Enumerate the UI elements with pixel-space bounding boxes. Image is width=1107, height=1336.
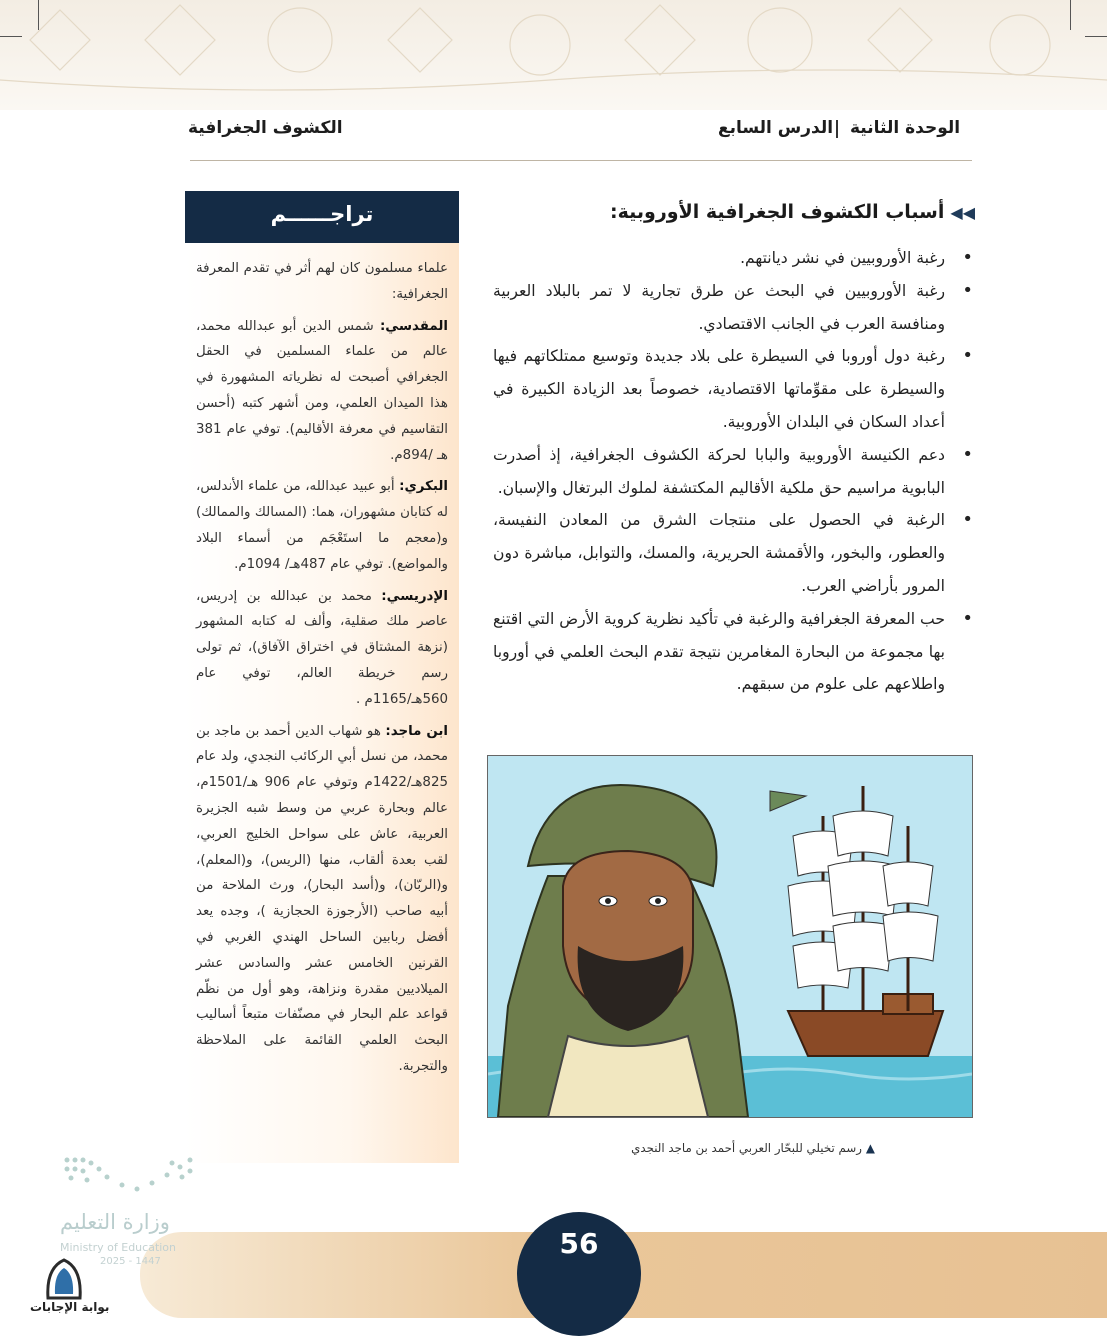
biography-text: شمس الدين أبو عبدالله محمد، عالم من علماء المسلمين في الحقل الجغرافي أصبحت له نظرياته المشهورة في هذا الميدان العلمي، ومن أشهر كتبه (أحسن التقاسيم في معرفة الأقاليم). توفي عام 381 هـ /894م. [196,318,448,463]
sidebar-title: تراجــــــم [185,191,459,243]
header-pattern [0,0,1107,110]
biography-name: ابن ماجد: [385,723,448,739]
lesson-header [718,118,961,138]
figure-caption [585,1141,875,1155]
list-item: • رغبة دول أوروبا في السيطرة على بلاد جديدة وتوسيع ممتلكاتهم فيها والسيطرة على مقوِّماتها الاقتصادية، خصوصاً بعد الزيادة الكبيرة في أعداد السكان في البلدان الأوروبية. [493,340,945,438]
biography-entry [196,584,448,713]
triangle-icon: ▲ [865,1141,875,1155]
ministry-name-ar: وزارة التعليم [60,1210,170,1234]
sidebar-text [196,256,448,1086]
biography-entry [196,474,448,577]
portal-label: بوابة الإجابات [30,1300,110,1314]
biography-entry [196,314,448,469]
list-item: • رغبة الأوروبيين في البحث عن طرق تجارية لا تمر بالبلاد العربية ومنافسة العرب في الجانب الاقتصادي. [493,275,945,341]
caption-text: رسم تخيلي للبحّار العربي أحمد بن ماجد النجدي [631,1141,862,1155]
biography-text: محمد بن عبدالله بن إدريس، عاصر ملك صقلية، وألف له كتابه المشهور (نزهة المشتاق في اختراق الآفاق)، ثم تولى رسم خريطة العالم، توفي عام 560هـ/1165م . [196,588,448,707]
section-title [560,201,975,223]
edition-year: 2025 - 1447 [100,1256,161,1267]
causes-list [493,242,945,701]
biography-text: أبو عبيد عبدالله، من علماء الأندلس، له كتابان مشهوران، هما: (المسالك والممالك) و(معجم ما استَعْجَم من أسماء البلاد والمواضع). توفي عام 487هـ/ 1094م. [196,479,448,572]
biography-name: المقدسي: [379,318,448,334]
ibn-majid-illustration [487,755,973,1118]
header-divider [836,120,838,138]
unit-label: الوحدة الثانية [850,118,961,138]
double-arrow-icon: ◀◀ [950,203,975,222]
biography-name: البكري: [399,479,448,495]
biography-name: الإدريسي: [381,588,448,604]
list-item: • حب المعرفة الجغرافية والرغبة في تأكيد نظرية كروية الأرض التي اقتنع بها مجموعة من البحارة المغامرين نتيجة تقدم البحث العلمي في أوروبا واطلاعهم على علوم من سبقهم. [493,603,945,701]
ministry-dots-logo-icon [62,1155,197,1197]
header-rule [190,160,972,161]
page-title: الكشوف الجغرافية [188,118,343,138]
list-item: • رغبة الأوروبيين في نشر ديانتهم. [493,242,945,275]
portal-logo-icon [44,1258,84,1300]
sidebar-intro: علماء مسلمون كان لهم أثر في تقدم المعرفة الجغرافية: [196,261,448,302]
biography-entry [196,719,448,1080]
ministry-name-en: Ministry of Education [60,1241,177,1254]
biography-text: هو شهاب الدين أحمد بن ماجد بن محمد، من نسل أبي الركائب النجدي، ولد عام 825هـ/1422م وتوفي عام 906 هـ/1501م، عالم وبحارة عربي من وسط شبه الجزيرة العربية، عاش على سواحل الخليج العربي، لقب بعدة ألقاب، منها (الريس)، و(المعلم)، و(الربّان)، و(أسد البحار)، ورث الملاحة من أبيه صاحب (الأرجوزة الحجازية )، وجده يعد أفضل ربابين الساحل الهندي الغربي في القرنين الخامس عشر والسادس عشر الميلاديين مقدرة ونزاهة، وهو أول من نظّم قواعد علم البحار في مصنّفات متبعاً أساليب البحث العلمي القائمة على الملاحظة والتجربة. [196,723,448,1074]
section-title-text: أسباب الكشوف الجغرافية الأوروبية: [610,201,945,223]
list-item: • الرغبة في الحصول على منتجات الشرق من المعادن النفيسة، والعطور، والبخور، والأقمشة الحريرية، والمسك، والتوابل، مباشرة دون المرور بأراضي العرب. [493,504,945,602]
list-item: • دعم الكنيسة الأوروبية والبابا لحركة الكشوف الجغرافية، إذ أصدرت البابوية مراسيم حق ملكية الأقاليم المكتشفة لملوك البرتغال والإسبان. [493,439,945,505]
page-number: 56 [517,1212,641,1336]
lesson-label: الدرس السابع [718,118,834,138]
